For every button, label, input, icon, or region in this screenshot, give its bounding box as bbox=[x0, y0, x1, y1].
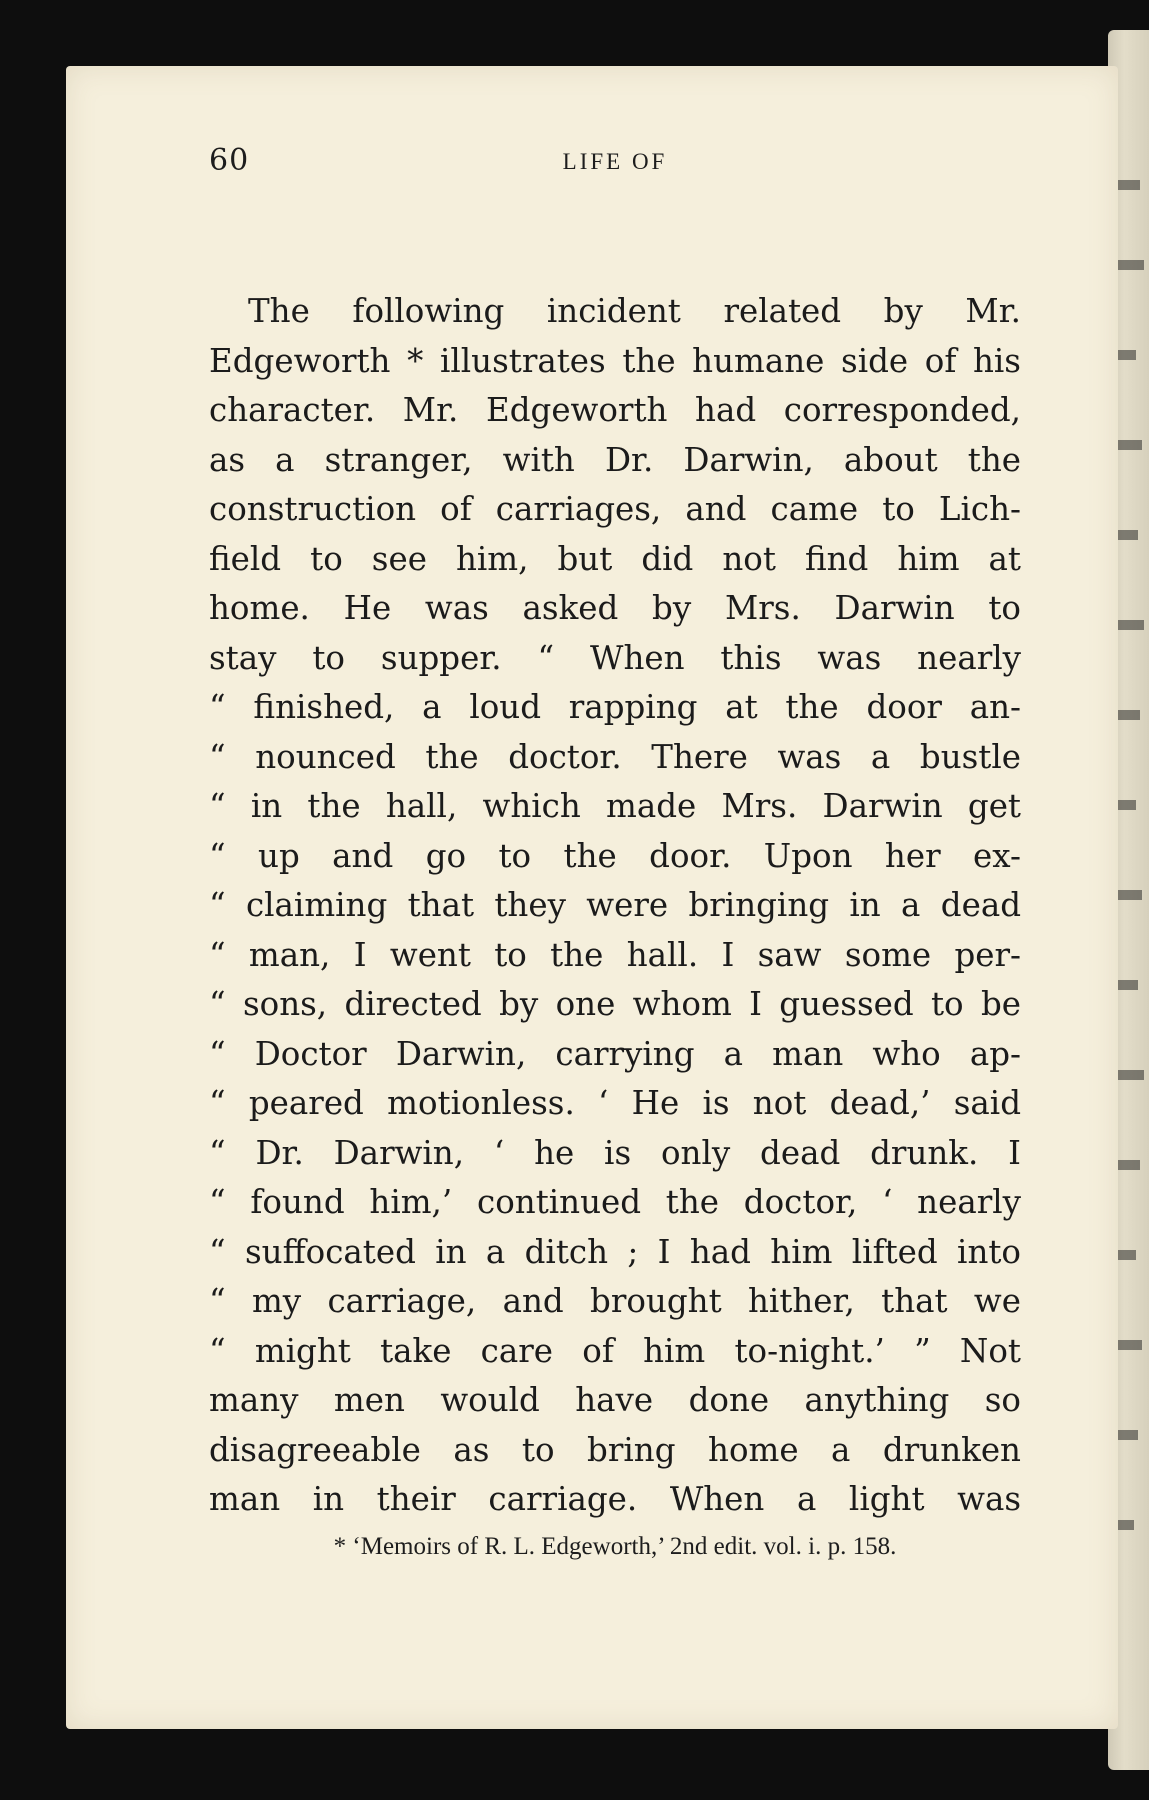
text-line: “ claiming that they were bringing in a dead bbox=[209, 886, 1021, 924]
text-line: The following incident related by Mr. bbox=[248, 292, 1021, 330]
text-line: many men would have done anything so bbox=[209, 1381, 1021, 1419]
text-line: “ nounced the doctor. There was a bustle bbox=[209, 737, 1021, 776]
text-line: “ Doctor Darwin, carrying a man who ap- bbox=[209, 1034, 1021, 1073]
text-line: character. Mr. Edgeworth had corresponded, bbox=[209, 391, 1021, 429]
text-line: “ finished, a loud rapping at the door an- bbox=[209, 688, 1021, 726]
text-line: home. He was asked by Mrs. Darwin to bbox=[209, 589, 1021, 627]
bleed-mark bbox=[1114, 890, 1142, 900]
text-line: “ suffocated in a ditch ; I had him lifted into bbox=[209, 1232, 1021, 1271]
bleed-mark bbox=[1114, 1070, 1144, 1080]
body-text bbox=[209, 287, 1021, 1525]
text-line: stay to supper. “ When this was nearly bbox=[209, 638, 1021, 677]
text-line: disagreeable as to bring home a drunken bbox=[209, 1430, 1021, 1469]
text-line: man in their carriage. When a light was bbox=[209, 1480, 1021, 1518]
text-line: “ sons, directed by one whom I guessed to be bbox=[209, 985, 1021, 1023]
text-line: “ in the hall, which made Mrs. Darwin get bbox=[209, 787, 1021, 825]
text-line: “ found him,’ continued the doctor, ‘ nearly bbox=[209, 1183, 1021, 1221]
text-line: field to see him, but did not find him at bbox=[209, 539, 1021, 578]
page-header bbox=[209, 143, 1021, 193]
text-line: “ peared motionless. ‘ He is not dead,’ said bbox=[209, 1084, 1021, 1122]
bleed-mark bbox=[1114, 1340, 1142, 1350]
text-line: as a stranger, with Dr. Darwin, about the bbox=[209, 440, 1021, 479]
text-line: construction of carriages, and came to Lich- bbox=[209, 490, 1021, 528]
bleed-mark bbox=[1114, 620, 1144, 630]
page-number: 60 bbox=[209, 143, 250, 178]
text-line: Edgeworth * illustrates the humane side of his bbox=[209, 341, 1021, 380]
text-line: “ my carriage, and brought hither, that we bbox=[209, 1282, 1021, 1320]
text-line: “ man, I went to the hall. I saw some per- bbox=[209, 935, 1021, 974]
text-line: “ Dr. Darwin, ‘ he is only dead drunk. I bbox=[209, 1133, 1021, 1172]
text-line: “ up and go to the door. Upon her ex- bbox=[209, 836, 1021, 875]
running-head: LIFE OF bbox=[562, 149, 668, 174]
bleed-mark bbox=[1114, 260, 1144, 270]
text-line: “ might take care of him to-night.’ ” Not bbox=[209, 1331, 1021, 1370]
bleed-mark bbox=[1114, 440, 1142, 450]
footnote: * ‘Memoirs of R. L. Edgeworth,’ 2nd edit. vol. i. p. 158. bbox=[333, 1533, 897, 1560]
